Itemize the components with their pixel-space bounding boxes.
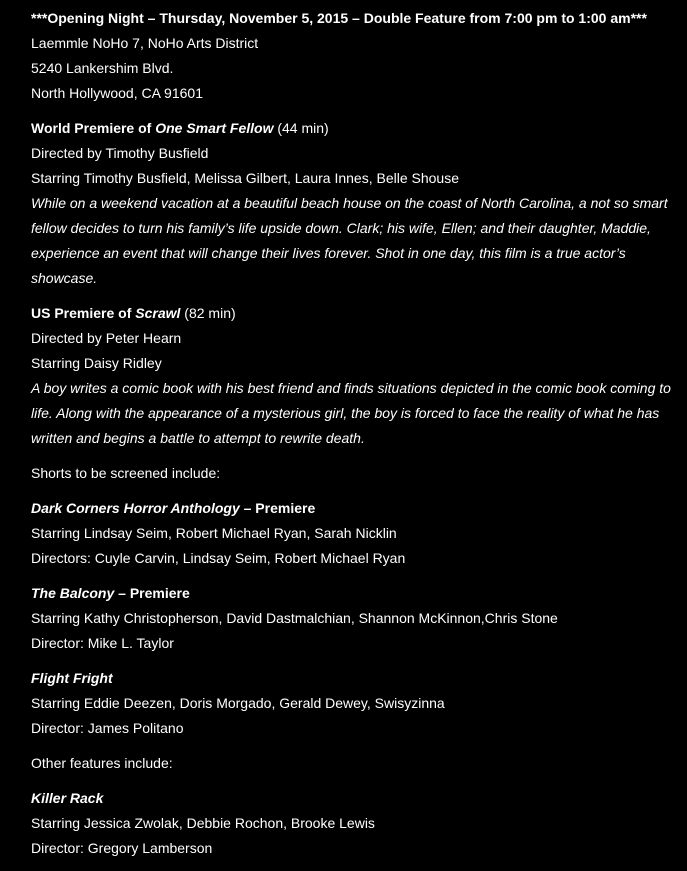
feature-one-smart-fellow — [31, 116, 676, 291]
other-feature-title: Killer Rack — [31, 790, 104, 806]
film-runtime: (82 min) — [180, 305, 236, 321]
short-title-line — [31, 666, 676, 691]
venue-name: Laemmle NoHo 7, NoHo Arts District — [31, 35, 259, 51]
short-premiere-label: – Premiere — [239, 500, 316, 516]
film-synopsis: While on a weekend vacation at a beautiful beach house on the coast of North Carolina, a not so smart fellow decides to turn his family’s life upside down. Clark; his wife, Ellen; and their daughter, Maddie, experience an event that will change their lives forever. Shot in one day, this film is a true actor’s showcase. — [31, 195, 668, 286]
film-title: One Smart Fellow — [155, 120, 274, 136]
feature-title-line — [31, 116, 676, 141]
feature-scrawl — [31, 301, 676, 451]
opening-night-block — [31, 6, 676, 106]
article-body — [31, 6, 676, 871]
other-feature-director: Director: Gregory Lamberson — [31, 840, 213, 856]
other-features-heading-block — [31, 751, 676, 776]
short-flight-fright — [31, 666, 676, 741]
short-cast: Starring Lindsay Seim, Robert Michael Ryan, Sarah Nicklin — [31, 525, 397, 541]
short-title-line — [31, 581, 676, 606]
film-director: Directed by Timothy Busfield — [31, 145, 209, 161]
short-director: Directors: Cuyle Carvin, Lindsay Seim, Robert Michael Ryan — [31, 550, 406, 566]
film-title: Scrawl — [135, 305, 181, 321]
shorts-heading: Shorts to be screened include: — [31, 465, 221, 481]
short-title-line — [31, 496, 676, 521]
other-feature-cast: Starring Jessica Zwolak, Debbie Rochon, Brooke Lewis — [31, 815, 375, 831]
feature-title-line — [31, 301, 676, 326]
short-title: The Balcony — [31, 585, 115, 601]
short-director: Director: Mike L. Taylor — [31, 635, 174, 651]
short-premiere-label: – Premiere — [114, 585, 190, 601]
short-director: Director: James Politano — [31, 720, 184, 736]
opening-night-heading: ***Opening Night – Thursday, November 5, 2015 – Double Feature from 7:00 pm to 1:00 am*** — [31, 10, 647, 26]
other-features-heading: Other features include: — [31, 755, 173, 771]
short-the-balcony — [31, 581, 676, 656]
short-title: Dark Corners Horror Anthology — [31, 500, 240, 516]
venue-address-city: North Hollywood, CA 91601 — [31, 85, 203, 101]
feature-killer-rack — [31, 786, 676, 861]
other-feature-title-line — [31, 786, 676, 811]
venue-address-street: 5240 Lankershim Blvd. — [31, 60, 174, 76]
premiere-label: US Premiere of — [31, 305, 136, 321]
film-synopsis: A boy writes a comic book with his best friend and finds situations depicted in the comic book coming to life. Along with the appearance of a mysterious girl, the boy is forced to face the reality of what he has written and begins a battle to attempt to rewrite death. — [31, 380, 671, 446]
short-cast: Starring Eddie Deezen, Doris Morgado, Gerald Dewey, Swisyzinna — [31, 695, 445, 711]
film-director: Directed by Peter Hearn — [31, 330, 182, 346]
film-runtime: (44 min) — [273, 120, 329, 136]
film-cast: Starring Daisy Ridley — [31, 355, 162, 371]
short-title: Flight Fright — [31, 670, 113, 686]
short-dark-corners — [31, 496, 676, 571]
short-cast: Starring Kathy Christopherson, David Dastmalchian, Shannon McKinnon,Chris Stone — [31, 610, 558, 626]
film-cast: Starring Timothy Busfield, Melissa Gilbert, Laura Innes, Belle Shouse — [31, 170, 459, 186]
shorts-heading-block — [31, 461, 676, 486]
premiere-label: World Premiere of — [31, 120, 156, 136]
